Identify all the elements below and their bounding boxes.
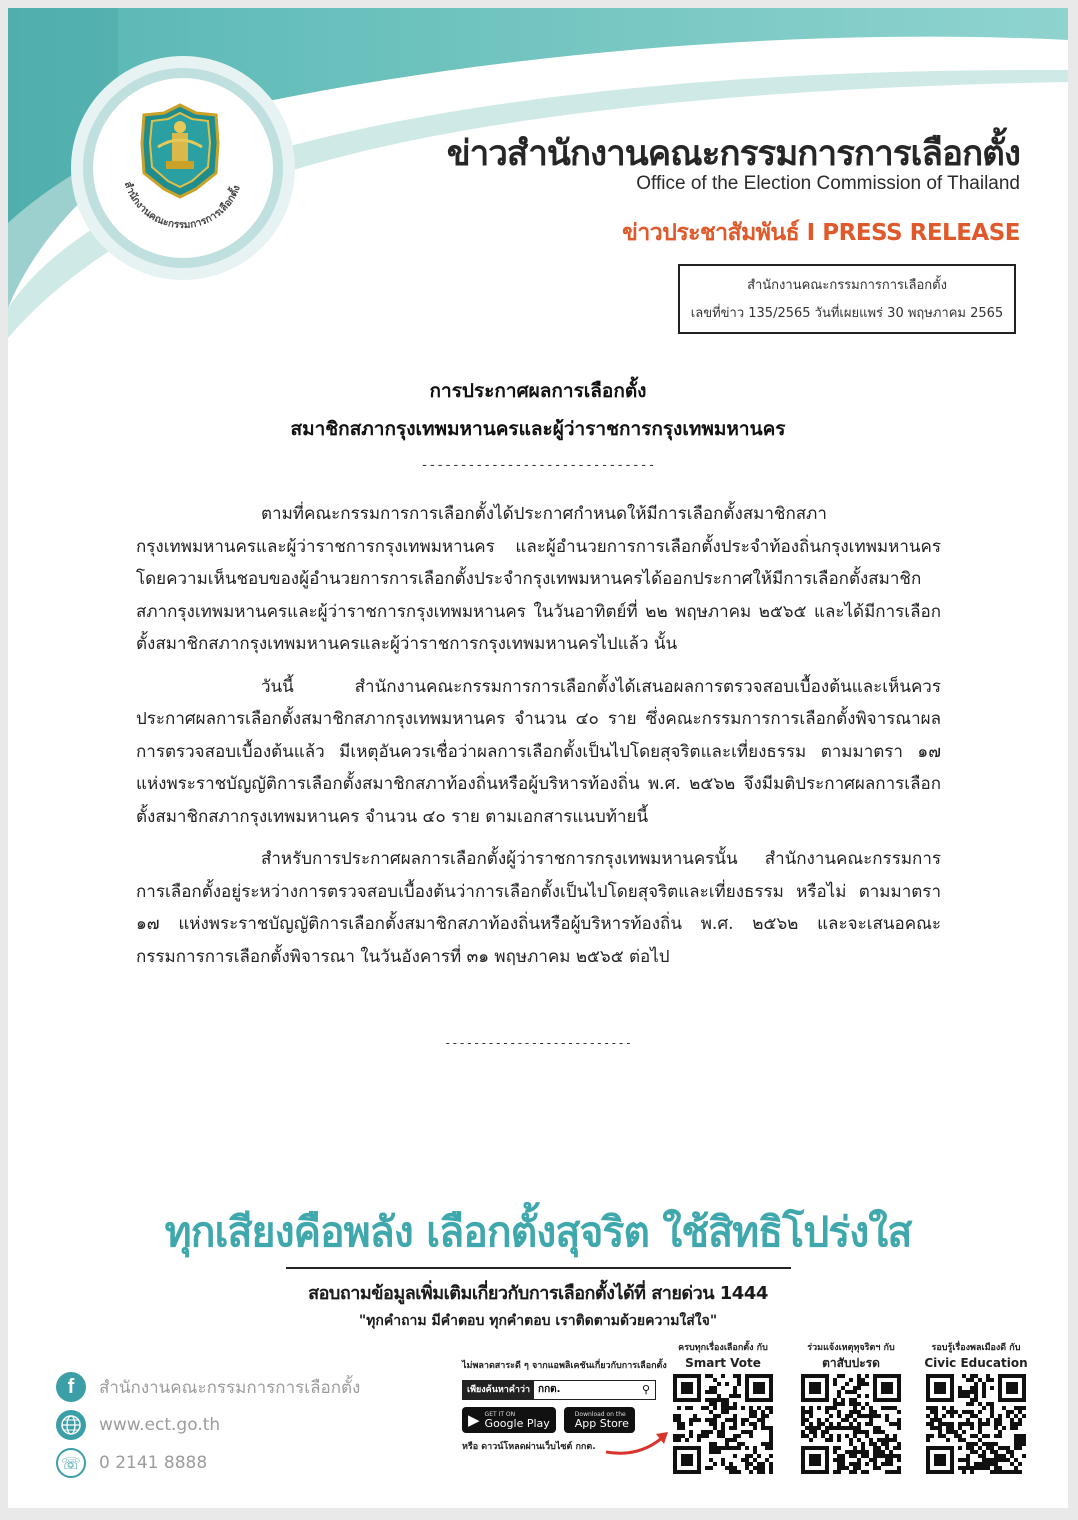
document-heading-1: การประกาศผลการเลือกตั้ง (429, 380, 647, 402)
qr-caption: ครบทุกเรื่องเลือกตั้ง กับ (678, 1343, 768, 1353)
document-heading-2: สมาชิกสภากรุงเทพมหานครและผู้ว่าราชการกรุงเทพมหานคร (290, 418, 786, 440)
info-org: สำนักงานคณะกรรมการการเลือกตั้ง (747, 278, 947, 293)
hotline-quote: "ทุกคำถาม มีคำตอบ ทุกคำตอบ เราติดตามด้วยความใส่ใจ" (358, 1313, 718, 1329)
office-title-thai: ข่าวสำนักงานคณะกรรมการการเลือกตั้ง (446, 134, 1020, 174)
app-search-bar (462, 1380, 656, 1400)
campaign-slogan: ทุกเสียงคือพลัง เลือกตั้งสุจริต ใช้สิทธิโปร่งใส (164, 1208, 912, 1256)
document-body (136, 498, 941, 983)
app-store-small: Download on the (574, 1410, 626, 1418)
release-info-box (678, 264, 1016, 334)
separator-top: ------------------------------ (420, 458, 656, 473)
phone-icon: ☏ (56, 1448, 86, 1478)
slogan-underline (286, 1267, 791, 1269)
svg-text:สำนักงานคณะกรรมการการเลือกตั้ง: สำนักงานคณะกรรมการการเลือกตั้ง (121, 180, 243, 232)
qr-caption: รอบรู้เรื่องพลเมืองดี กับ (931, 1343, 1021, 1353)
separator-bottom: -------------------------- (444, 1036, 632, 1050)
app-caption: ไม่พลาดสาระดี ๆ จากแอพลิเคชันเกี่ยวกับการเลือกตั้ง (462, 1361, 667, 1371)
website-label: www.ect.go.th (99, 1415, 221, 1435)
qr-name: Smart Vote (685, 1356, 761, 1370)
google-play-small: GET IT ON (484, 1410, 516, 1418)
globe-icon (56, 1410, 86, 1440)
info-release-number: เลขที่ข่าว 135/2565 วันที่เผยแพร่ 30 พฤษภาคม 2565 (690, 306, 1004, 321)
qr-code-icon (673, 1374, 773, 1474)
play-icon: ▶ (468, 1411, 480, 1429)
google-play-label: Google Play (484, 1416, 550, 1430)
app-store-label: App Store (574, 1416, 629, 1430)
qr-name: Civic Education (924, 1356, 1028, 1370)
download-note: หรือ ดาวน์โหลดผ่านเว็บไซต์ กกต. (462, 1442, 596, 1452)
contact-website[interactable] (56, 1410, 220, 1440)
paragraph-2: วันนี้ สำนักงานคณะกรรมการการเลือกตั้งได้เสนอผลการตรวจสอบเบื้องต้นและเห็นควรประกาศผลการเลือกตั้งสมาชิกสภากรุงเทพมหานคร จำนวน ๔๐ ราย ซึ่งคณะกรรมการการเลือกตั้งพิจารณาผลการตรวจสอบเบื้องต้นแล้ว มีเหตุอันควรเชื่อว่าผลการเลือกตั้งเป็นไปโดยสุจริตและเที่ยงธรรม ตามมาตรา ๑๗ แห่งพระราชบัญญัติการเลือกตั้งสมาชิกสภาท้องถิ่นหรือผู้บริหารท้องถิ่น พ.ศ. ๒๕๖๒ จึงมีมติประกาศผลการเลือกตั้งสมาชิกสภากรุงเทพมหานคร จำนวน ๔๐ ราย ตามเอกสารแนบท้ายนี้ (136, 676, 941, 827)
qr-civic-education[interactable] (921, 1342, 1031, 1478)
app-search-value: กกต. (538, 1384, 561, 1395)
press-release-page (8, 8, 1068, 1508)
app-search-label: เพียงค้นหาคำว่า (463, 1381, 534, 1399)
phone-label: 0 2141 8888 (99, 1453, 208, 1473)
qr-tasapparot[interactable] (796, 1342, 906, 1478)
paragraph-3: สำหรับการประกาศผลการเลือกตั้งผู้ว่าราชการกรุงเทพมหานครนั้น สำนักงานคณะกรรมการการเลือกตั้งอยู่ระหว่างการตรวจสอบเบื้องต้นว่าการเลือกตั้งเป็นไปโดยสุจริตและเที่ยงธรรม หรือไม่ ตามมาตรา ๑๗ แห่งพระราชบัญญัติการเลือกตั้งสมาชิกสภาท้องถิ่นหรือผู้บริหารท้องถิ่น พ.ศ. ๒๕๖๒ และจะเสนอคณะกรรมการการเลือกตั้งพิจารณา ในวันอังคารที่ ๓๑ พฤษภาคม ๒๕๖๕ ต่อไป (136, 849, 941, 967)
hotline-text: สอบถามข้อมูลเพิ่มเติมเกี่ยวกับการเลือกตั้งได้ที่ สายด่วน 1444 (308, 1283, 768, 1304)
facebook-label: สำนักงานคณะกรรมการการเลือกตั้ง (99, 1377, 361, 1398)
arrow-icon (604, 1428, 674, 1458)
google-play-badge[interactable] (462, 1407, 556, 1433)
ect-logo (93, 78, 273, 258)
office-title-english: Office of the Election Commission of Thailand (636, 173, 1020, 194)
search-icon: ⚲ (641, 1383, 651, 1396)
contact-facebook[interactable] (56, 1372, 360, 1402)
press-release-label: ข่าวประชาสัมพันธ์ I PRESS RELEASE (622, 220, 1020, 246)
qr-code-icon (801, 1374, 901, 1474)
paragraph-1: ตามที่คณะกรรมการการเลือกตั้งได้ประกาศกำหนดให้มีการเลือกตั้งสมาชิกสภากรุงเทพมหานครและผู้ว่าราชการกรุงเทพมหานคร และผู้อำนวยการการเลือกตั้งประจำท้องถิ่นกรุงเทพมหานคร โดยความเห็นชอบของผู้อำนวยการการเลือกตั้งประจำกรุงเทพมหานครได้ออกประกาศให้มีการเลือกตั้งสมาชิกสภากรุงเทพมหานครและผู้ว่าราชการกรุงเทพมหานคร ในวันอาทิตย์ที่ ๒๒ พฤษภาคม ๒๕๖๕ และได้มีการเลือกตั้งสมาชิกสภากรุงเทพมหานครและผู้ว่าราชการกรุงเทพมหานครไปแล้ว นั้น (136, 504, 941, 654)
ect-emblem-icon (138, 103, 222, 199)
qr-code-icon (926, 1374, 1026, 1474)
qr-name: ตาสับปะรด (822, 1356, 880, 1370)
qr-caption: ร่วมแจ้งเหตุทุจริตฯ กับ (807, 1343, 895, 1353)
qr-smart-vote[interactable] (668, 1342, 778, 1478)
facebook-icon: f (56, 1372, 86, 1402)
contact-phone[interactable] (56, 1448, 207, 1478)
